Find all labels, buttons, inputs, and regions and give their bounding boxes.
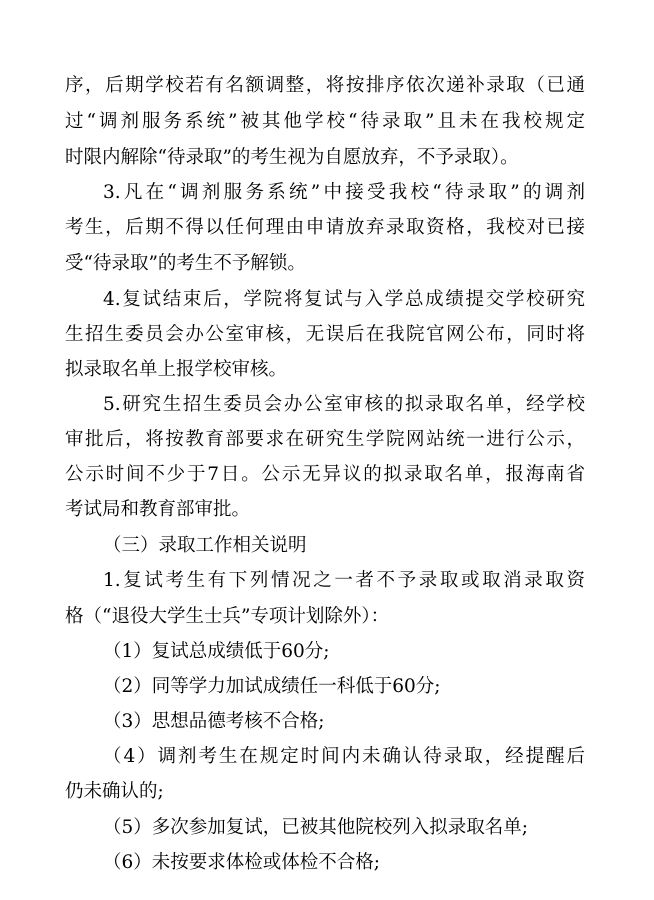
rule-1-line-1: 1.复试考生有下列情况之一者不予录取或取消录取资 bbox=[103, 570, 585, 591]
condition-1: （1）复试总成绩低于60分; bbox=[103, 641, 330, 662]
condition-4-line-2: 仍未确认的; bbox=[65, 781, 164, 802]
item-3-line-2: 考生，后期不得以任何理由申请放弃录取资格，我校对已接 bbox=[65, 217, 585, 238]
condition-3: （3）思想品德考核不合格; bbox=[103, 711, 325, 732]
text-line-1: 序，后期学校若有名额调整，将按排序依次递补录取（已通 bbox=[65, 75, 585, 96]
condition-2: （2）同等学力加试成绩任一科低于60分; bbox=[103, 676, 441, 697]
item-5-line-1: 5.研究生招生委员会办公室审核的拟录取名单，经学校 bbox=[103, 394, 585, 415]
condition-4-line-1: （4）调剂考生在规定时间内未确认待录取，经提醒后 bbox=[103, 746, 585, 767]
item-4-line-1: 4.复试结束后，学院将复试与入学总成绩提交学校研究 bbox=[103, 289, 585, 310]
rule-1-line-2: 格（“退役大学生士兵”专项计划除外）： bbox=[65, 606, 390, 627]
item-5-line-4: 考试局和教育部审批。 bbox=[65, 499, 251, 520]
item-3-line-3: 受“待录取”的考生不予解锁。 bbox=[65, 253, 306, 274]
text-line-2: 过“调剂服务系统”被其他学校“待录取”且未在我校规定 bbox=[65, 111, 585, 132]
item-3-line-1: 3.凡在“调剂服务系统”中接受我校“待录取”的调剂 bbox=[103, 182, 585, 203]
condition-6: （6）未按要求体检或体检不合格; bbox=[103, 852, 381, 873]
item-5-line-3: 公示时间不少于7日。公示无异议的拟录取名单，报海南省 bbox=[65, 464, 585, 485]
item-4-line-3: 拟录取名单上报学校审核。 bbox=[65, 359, 288, 380]
section-heading: （三）录取工作相关说明 bbox=[103, 535, 307, 556]
item-5-line-2: 审批后，将按教育部要求在研究生学院网站统一进行公示， bbox=[65, 429, 585, 450]
text-line-3: 时限内解除“待录取”的考生视为自愿放弃，不予录取）。 bbox=[65, 147, 519, 168]
condition-5: （5）多次参加复试，已被其他院校列入拟录取名单; bbox=[103, 817, 529, 838]
item-4-line-2: 生招生委员会办公室审核，无误后在我院官网公布，同时将 bbox=[65, 324, 585, 345]
